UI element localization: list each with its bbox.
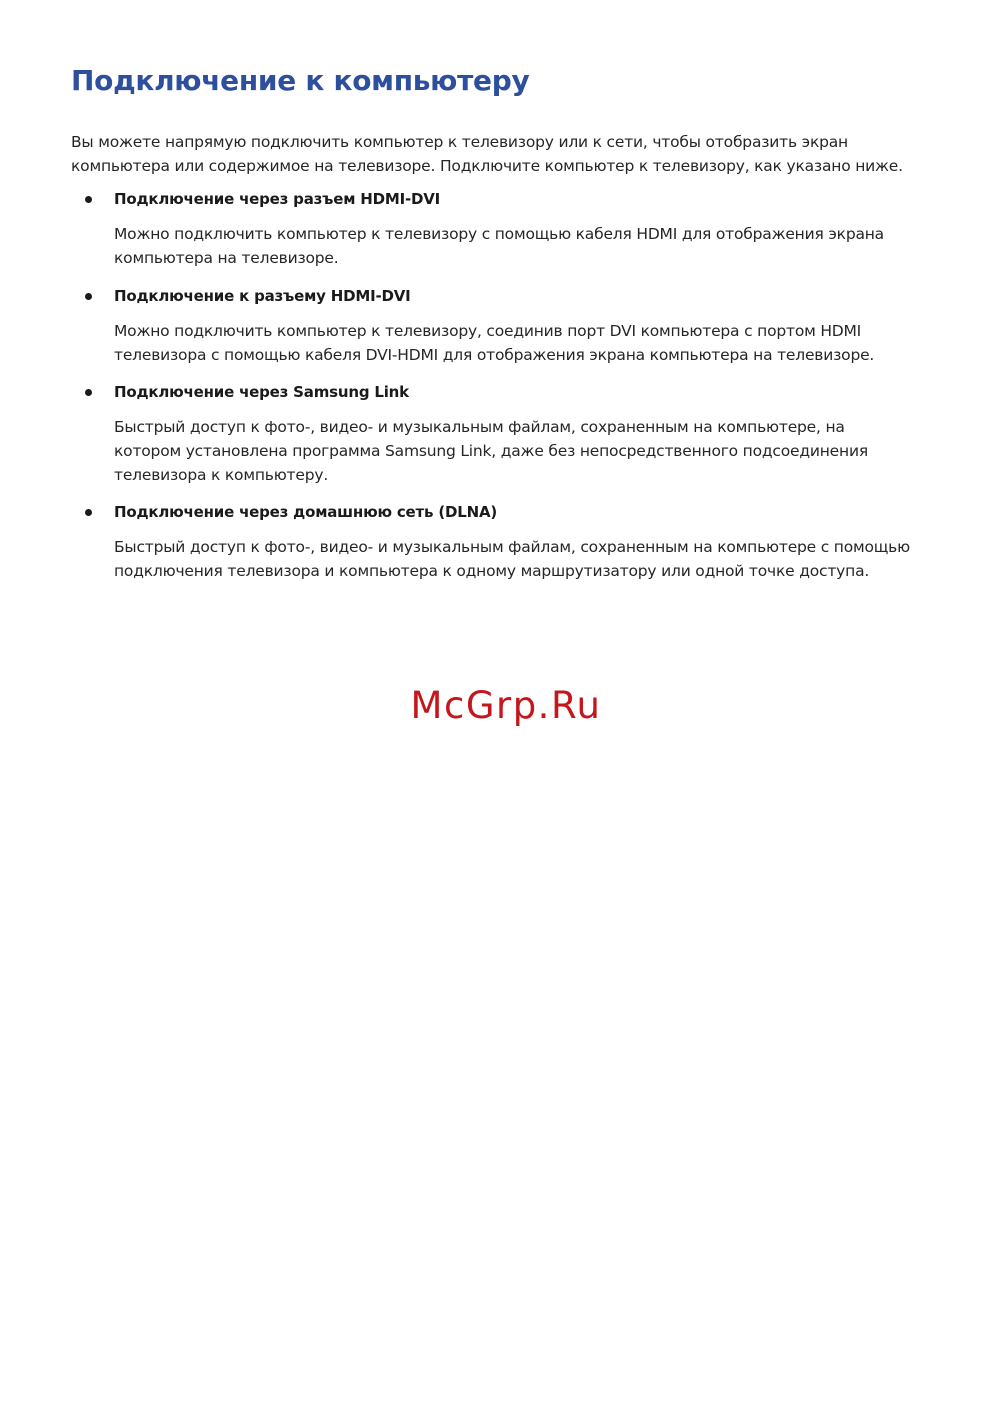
item-title: Подключение через домашнюю сеть (DLNA)	[114, 503, 498, 521]
item-title: Подключение через разъем HDMI-DVI	[114, 190, 441, 208]
bullet-icon	[85, 196, 92, 203]
bullet-icon	[85, 293, 92, 300]
item-description: Быстрый доступ к фото-, видео- и музыкальным файлам, сохраненным на компьютере, на котором установлена программа Samsung Link, даже без непосредственного подсоединения телевизора к компьютеру.	[114, 418, 868, 484]
bullet-icon	[85, 389, 92, 396]
item-title: Подключение через Samsung Link	[114, 383, 409, 401]
page-title: Подключение к компьютеру	[71, 64, 530, 97]
item-description: Можно подключить компьютер к телевизору с помощью кабеля HDMI для отображения экрана компьютера на телевизоре.	[114, 225, 884, 267]
watermark: McGrp.Ru	[410, 684, 602, 727]
bullet-icon	[85, 509, 92, 516]
intro-paragraph: Вы можете напрямую подключить компьютер к телевизору или к сети, чтобы отобразить экран компьютера или содержимое на телевизоре. Подключите компьютер к телевизору, как указано ниже.	[71, 133, 903, 175]
item-title: Подключение к разъему HDMI-DVI	[114, 287, 411, 305]
item-description: Можно подключить компьютер к телевизору, соединив порт DVI компьютера с портом HDMI телевизора с помощью кабеля DVI-HDMI для отображения экрана компьютера на телевизоре.	[114, 322, 875, 364]
item-description: Быстрый доступ к фото-, видео- и музыкальным файлам, сохраненным на компьютере с помощью подключения телевизора и компьютера к одному маршрутизатору или одной точке доступа.	[114, 538, 910, 580]
